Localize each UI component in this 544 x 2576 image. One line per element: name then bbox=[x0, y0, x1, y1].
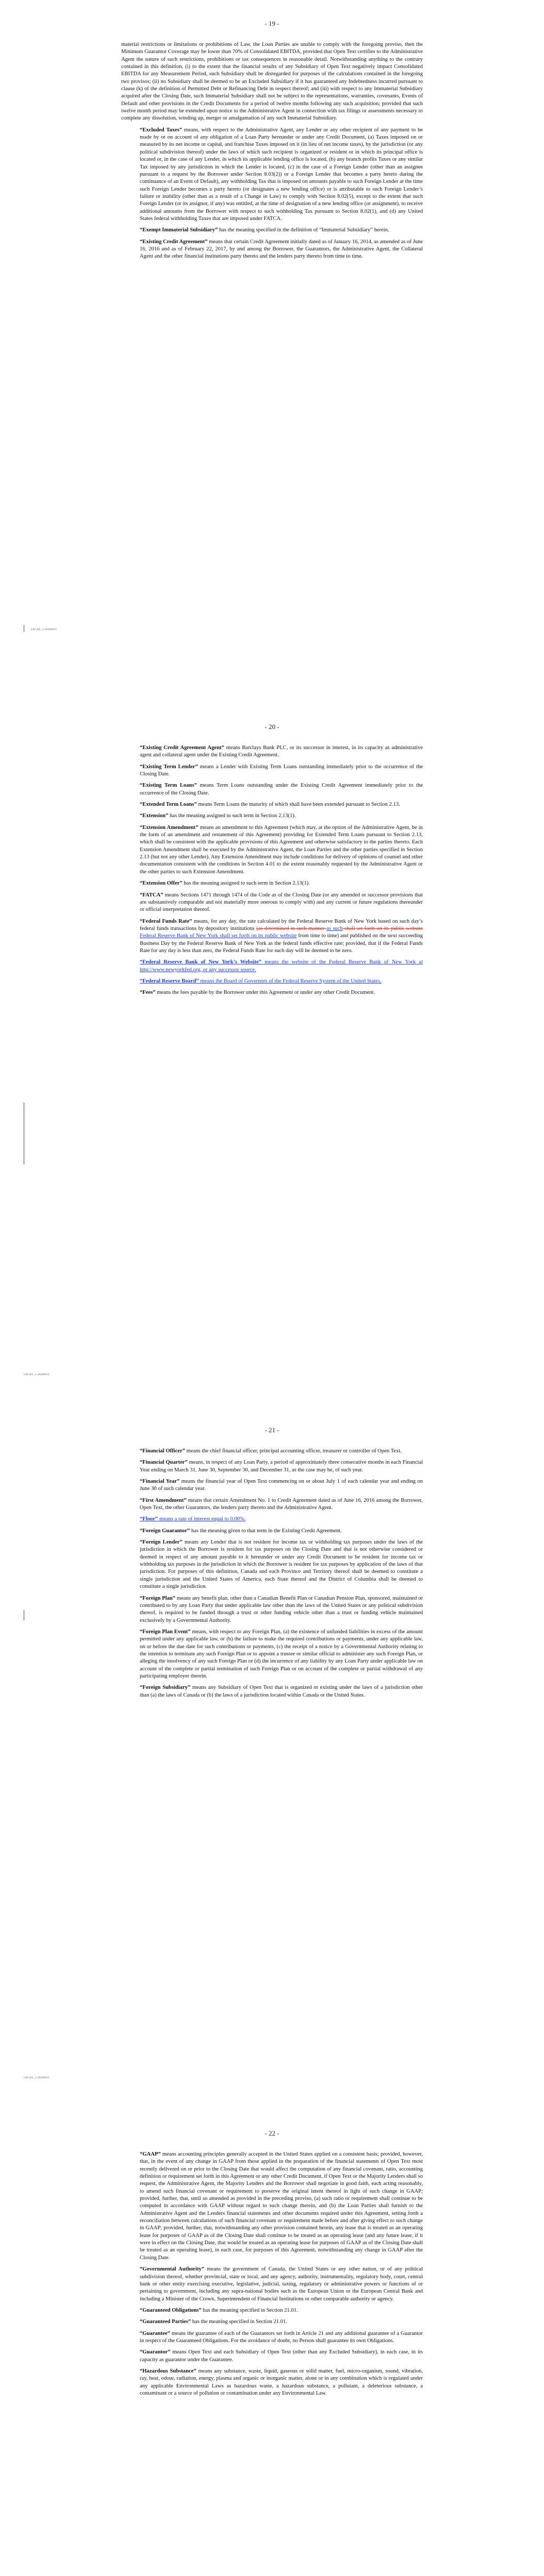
page-body bbox=[121, 744, 423, 1001]
definition-guarantee bbox=[121, 2330, 423, 2345]
definition-guaranteed-parties bbox=[121, 2318, 423, 2326]
defined-term: “Foreign Guarantor” bbox=[140, 1528, 190, 1534]
definition-text: means Term Loans outstanding under the Existing Credit Agreement immediately prior to the occurrence of the Closing Date. bbox=[140, 783, 423, 796]
defined-term: “Foreign Lender” bbox=[140, 1539, 183, 1546]
definition-guaranteed-obligations bbox=[121, 2307, 423, 2314]
page-number: - 22 - bbox=[265, 2129, 279, 2137]
defined-term: “Existing Term Loans” bbox=[140, 783, 197, 789]
defined-term: “Federal Funds Rate” bbox=[140, 918, 192, 924]
definition-text: means a Lender with Existing Term Loans outstanding immediately prior to the occurrence of the Closing Date. bbox=[140, 764, 423, 777]
defined-term: “Guarantor” bbox=[140, 2349, 171, 2355]
definition-federal-reserve-bank-website bbox=[121, 959, 423, 974]
defined-term: “Floor” bbox=[140, 1516, 158, 1522]
defined-term: “Existing Credit Agreement Agent” bbox=[140, 745, 224, 751]
definition-hazardous-substance bbox=[121, 2368, 423, 2397]
page-body bbox=[121, 2151, 423, 2401]
defined-term: “Fees” bbox=[140, 990, 156, 996]
definition-excluded-taxes bbox=[121, 127, 423, 223]
paragraph-text: material restrictions or limitations or prohibitions of Law, the Loan Parties are unable to comply with the foregoing proviso, then the Minimum Guarantor Coverage may be lower than 70% of Consolidated EBITDA, provided that Open Text certifies to the Administrative Agent the nature of such restrictions, prohibitions or tax consequences in reasonable detail. Notwithstanding anything to the contrary contained in this definition, (i) to the extent that the financial results of any Subsidiary of Open Text negatively impact Consolidated EBITDA for any Measurement Period, such Subsidiary shall be disregarded for purposes of the calculations contained in the foregoing two provisos; (ii) no Subsidiary shall be deemed to be an Excluded Subsidiary if it has guaranteed any Indebtedness incurred pursuant to clause (k) of the definition of Permitted Debt or Refinancing Debt in respect thereof; and (iii) with respect to any Immaterial Subsidiary acquired after the Closing Date, such Immaterial Subsidiary shall not be subject to the representations, warranties, covenants, Events of Default and other provisions in the Credit Documents for a period of twelve months following any such acquisition; provided that such twelve month period may be extended upon notice to the Administrative Agent in connection with tax filings or assessments necessary to complete any dissolution, winding up, merger or amalgamation of any such Immaterial Subsidiary. bbox=[121, 42, 423, 122]
defined-term: “Hazardous Substance” bbox=[140, 2368, 196, 2374]
defined-term: “Extension Offer” bbox=[140, 880, 183, 887]
page-body bbox=[121, 41, 423, 265]
defined-term: “Excluded Taxes” bbox=[140, 127, 183, 133]
defined-term: “First Amendment” bbox=[140, 1497, 187, 1503]
definition-text: means any benefit plan, other than a Canadian Benefit Plan or Canadian Pension Plan, sponsored, maintained or contributed to by any Loan Party that under applicable law other than the laws of the United States or any political subdivision thereof, is required to be funded through a trust or other funding vehicle other than a trust or funding vehicle maintained exclusively by a Governmental Authority. bbox=[140, 1595, 423, 1623]
definition-federal-reserve-board bbox=[121, 978, 423, 985]
definition-text: means an amendment to this Agreement (which may, at the option of the Administrative Agent, be in the form of an amendment and restatement of this Agreement) providing for Extended Term Loans pursuant to Section 2.13, which shall be consistent with the applicable provisions of this Agreement and otherwise satisfactory to the parties thereto. Each Extension Amendment shall be executed by the Administrative Agent, the Loan Parties and the other parties specified in Section 2.13 (but not any other Lender). Any Extension Amendment may include conditions for delivery of opinions of counsel and other documentation consistent with the conditions in Section 4.01 to the extent reasonably requested by the Administrative Agent or the other parties to such Extension Amendment. bbox=[140, 824, 423, 875]
definition-federal-funds-rate bbox=[121, 918, 423, 955]
defined-term: “Extension Amendment” bbox=[140, 824, 199, 831]
definition-text: means the chief financial officer, principal accounting officer, treasurer or controller of Open Text. bbox=[185, 1448, 402, 1454]
definition-extension-offer bbox=[121, 880, 423, 887]
definition-foreign-plan bbox=[121, 1595, 423, 1624]
defined-term: “Federal Reserve Bank of New York’s Website” bbox=[140, 959, 262, 965]
defined-term: “Federal Reserve Board” bbox=[140, 978, 199, 984]
definition-text: means the website of the Federal Reserve Bank of New York at http://www.newyorkfed.org, or any successor source. bbox=[140, 959, 423, 973]
definition-text: means the guarantee of each of the Guarantors set forth in Article 21 and any additional guarantee of a Guarantor in respect of the Guaranteed Obligations. For the avoidance of doubt, no Person shall guarantee its own Obligations. bbox=[140, 2330, 423, 2344]
definition-existing-credit-agreement-agent bbox=[121, 744, 423, 759]
definition-text: means any Lender that is not resident for income tax or withholding tax purposes under the laws of the jurisdiction in which the Borrower is resident for tax purposes on the Closing Date and that is not otherwise considered or deemed in respect of any amount payable to it hereunder or under any Credit Document to be resident for income tax or withholding tax purposes in the jurisdiction in which the Borrower is resident for tax purposes by application of the laws of that jurisdiction. For purposes of this definition, Canada and each Province and Territory thereof shall be deemed to constitute a single jurisdiction and the United States of America, each State thereof and the District of Columbia shall be deemed to constitute a single jurisdiction. bbox=[140, 1539, 423, 1590]
inserted-text: Federal Reserve Bank of New York shall set forth on its public website bbox=[140, 933, 297, 939]
definition-text: means, with respect to the Administrative Agent, any Lender or any other recipient of any payment to be made by or on account of any obligation of a Loan Party hereunder or under any Credit Document, (a) Taxes imposed on or measured by its net income or capital, and franchise Taxes imposed on it (in lieu of net income taxes), by the jurisdiction (or any political subdivision thereof) under the laws of which such recipient is organized or resident or in which its principal office is located or, in the case of any Lender, in which its applicable lending office is located, (b) any branch profits Taxes or any similar Tax imposed by any jurisdiction in which the Lender is located, (c) in the case of a Foreign Lender (other than an assignee pursuant to a request by the Borrower under Section 8.03(2)) or a Foreign Lender that becomes a party hereto during the continuance of an Event of Default), any withholding Tax that is imposed on amounts payable to such Foreign Lender at the time such Foreign Lender becomes a party hereto (or designates a new lending office) or is attributable to such Foreign Lender’s failure or inability (other than as a result of a Change in Law) to comply with Section 8.02(5), except to the extent that such Foreign Lender (or its assignor, if any) was entitled, at the time of designation of a new lending office (or assignment), to receive additional amounts from the Borrower with respect to such withholding Tax pursuant to Section 8.02(1), and (d) any United States federal withholding Taxes that are imposed under FATCA. bbox=[140, 127, 423, 222]
definition-text: means Sections 1471 through 1474 of the Code as of the Closing Date (or any amended or successor provisions that are substantively comparable and not materially more onerous to comply with) and any current or future regulations thereunder or official interpretation thereof. bbox=[140, 892, 423, 913]
defined-term: “Foreign Plan Event” bbox=[140, 1629, 191, 1635]
definition-text: means, in respect of any Loan Party, a period of approximately three consecutive months in each Financial Year ending on March 31, June 30, September 30, and December 31, as the case may be, of such year. bbox=[140, 1460, 423, 1473]
definition-gaap bbox=[121, 2151, 423, 2262]
definition-existing-term-loans bbox=[121, 782, 423, 797]
definition-text: means the fees payable by the Borrower under this Agreement or under any other Credit Document. bbox=[155, 990, 375, 996]
paragraph bbox=[121, 41, 423, 123]
defined-term: “Guarantee” bbox=[140, 2330, 170, 2336]
definition-financial-quarter bbox=[121, 1459, 423, 1474]
page-20 bbox=[0, 703, 544, 1406]
definition-text: means, with respect to any Foreign Plan, (a) the existence of unfunded liabilities in excess of the amount permitted under any applicable law, or (b) the failure to make the required contributions or payments, under any applicable law, on or before the due date for such contributions or payments, (c) the receipt of a notice by a Governmental Authority relating to the intention to terminate any such Foreign Plan or to appoint a trustee or similar official to administer any such Foreign Plan, or alleging the insolvency of any such Foreign Plan or (d) the incurrence of any liability by any Loan Party under applicable law on account of the complete or partial termination of such Foreign Plan or on account of the complete or partial withdrawal of any participating employer therein. bbox=[140, 1629, 423, 1679]
page-number: - 19 - bbox=[265, 20, 279, 27]
defined-term: “Foreign Plan” bbox=[140, 1595, 176, 1601]
definition-foreign-subsidiary bbox=[121, 1684, 423, 1699]
defined-term: “Governmental Authority” bbox=[140, 2266, 205, 2273]
defined-term: “Financial Quarter” bbox=[140, 1460, 188, 1466]
deleted-text: shall set forth on its public website bbox=[342, 925, 423, 931]
page-body bbox=[121, 1448, 423, 1703]
footer-document-id: LEGAL_1:40406651 bbox=[24, 1373, 50, 1376]
definition-financial-year bbox=[121, 1478, 423, 1493]
defined-term: “Existing Credit Agreement” bbox=[140, 239, 208, 245]
defined-term: “Foreign Subsidiary” bbox=[140, 1685, 191, 1691]
definition-text: has the meaning specified in the definition of “Immaterial Subsidiary” herein. bbox=[218, 227, 389, 233]
definition-text: means Barclays Bank PLC, or its successor in interest, in its capacity as administrative agent and collateral agent under the Existing Credit Agreement. bbox=[140, 745, 423, 758]
definition-foreign-plan-event bbox=[121, 1629, 423, 1680]
definition-text: has the meaning assigned to such term in Section 2.13(1). bbox=[182, 880, 310, 887]
definition-text: means the Board of Governors of the Federal Reserve System of the United States. bbox=[199, 978, 382, 984]
definition-guarantor bbox=[121, 2349, 423, 2364]
definition-fees bbox=[121, 989, 423, 996]
defined-term: “Exempt Immaterial Subsidiary” bbox=[140, 227, 218, 233]
definition-floor bbox=[121, 1516, 423, 1523]
definition-governmental-authority bbox=[121, 2266, 423, 2303]
defined-term: “Guaranteed Parties” bbox=[140, 2319, 191, 2325]
definition-text: from time to time) and published on the next succeeding Business Day by the Federal Reserve Bank of New York as the federal funds effective rate; provided, that if the Federal Funds Rate for any day is less than zero, the Federal Funds Rate for such day will be deemed to be zero. bbox=[140, 933, 423, 954]
definition-first-amendment bbox=[121, 1497, 423, 1512]
definition-exempt-immaterial-subsidiary bbox=[121, 227, 423, 234]
defined-term: “Guaranteed Obligations” bbox=[140, 2307, 202, 2313]
definition-foreign-guarantor bbox=[121, 1528, 423, 1535]
inserted-text: as such bbox=[326, 925, 343, 931]
defined-term: “Financial Year” bbox=[140, 1479, 180, 1485]
defined-term: “Existing Term Lender” bbox=[140, 764, 198, 770]
definition-text: means the financial year of Open Text commencing on or about July 1 of each calendar year and ending on June 30 of such calendar year. bbox=[140, 1479, 423, 1492]
definition-financial-officer bbox=[121, 1448, 423, 1455]
defined-term: “Financial Officer” bbox=[140, 1448, 185, 1454]
defined-term: “Extension” bbox=[140, 813, 169, 819]
defined-term: “GAAP” bbox=[140, 2151, 161, 2157]
deleted-text: (as determined in such manner bbox=[256, 925, 327, 931]
definition-text: means Term Loans the maturity of which shall have been extended pursuant to Section 2.13. bbox=[196, 802, 400, 808]
definition-fatca bbox=[121, 892, 423, 914]
definition-text: has the meaning specified in Section 21.01. bbox=[201, 2307, 298, 2313]
definition-extension-amendment bbox=[121, 824, 423, 876]
definition-text: means that certain Credit Agreement initially dated as of January 16, 2014, as amended as of June 16, 2016 and as of February 22, 2017, by and among the Borrower, the Guarantors, the Administrative Agent, the Collateral Agent and the other financial institutions party thereto and the lenders party thereto from time to time. bbox=[140, 239, 423, 260]
definition-text: has the meaning given to that term in the Existing Credit Agreement. bbox=[190, 1528, 342, 1534]
footer-document-id: LEGAL_1:40406651 bbox=[31, 628, 57, 631]
definition-existing-term-lender bbox=[121, 764, 423, 778]
defined-term: “FATCA” bbox=[140, 892, 163, 898]
definition-existing-credit-agreement bbox=[121, 239, 423, 261]
definition-text: means accounting principles generally accepted in the United States applied on a consistent basis; provided, however, that, in the event of any change in GAAP from those applied in the preparation of the financial statements of Open Text most recently delivered on or prior to the Closing Date that would affect the computation of any financial covenant, ratio, accounting definition or requirement set forth in this Agreement or any other Credit Document, if Open Text or the Majority Lenders shall so request, the Administrative Agent, the Majority Lenders and the Borrower shall negotiate in good faith, each acting reasonably, to amend such financial covenant or requirement to preserve the original intent thereof in light of such change in GAAP; provided, further, that, until so amended as provided in the preceding proviso, (a) such ratio or requirement shall continue to be computed in accordance with GAAP without regard to such change therein, and (b) the Loan Parties shall furnish to the Administrative Agent and the Lenders financial statements and other documents required under this Agreement, setting forth a reconciliation between calculations of such financial covenant or requirement made before and after giving effect to such change in GAAP; provided, further, that, notwithstanding any other provision contained herein, any lease that is treated as an operating lease for purposes of GAAP as of the Closing Date shall continue to be treated as an operating lease (and any future lease, if it were in effect on the Closing Date, that would be treated as an operating lease for purposes of GAAP as of the Closing Date shall be treated as an operating lease), in each case, for purposes of this Agreement, notwithstanding any change in GAAP after the Closing Date. bbox=[140, 2151, 423, 2261]
page-number: - 21 - bbox=[265, 1426, 279, 1434]
defined-term: “Extended Term Loans” bbox=[140, 802, 197, 808]
page-22 bbox=[0, 2110, 544, 2576]
definition-text: means, for any day, the rate calculated by the Federal Reserve Bank of New York based on such day’s federal funds transactions by depository institutions bbox=[140, 918, 423, 931]
footer-document-id: LEGAL_1:40406651 bbox=[24, 2076, 50, 2079]
definition-extended-term-loans bbox=[121, 801, 423, 808]
definition-text: means a rate of interest equal to 0.00%. bbox=[158, 1516, 246, 1522]
definition-text: means any substance, waste, liquid, gaseous or solid matter, fuel, micro-organism, sound, vibration, ray, heat, odour, radiation, energy, plasma and organic or inorganic matter, alone or in any combination which is regulated under any applicable Environmental Laws as hazardous waste, a hazardous substance, a pollutant, a deleterious substance, a contaminant or a source of pollution or contamination under any Environmental Law. bbox=[140, 2368, 423, 2396]
page-21 bbox=[0, 1406, 544, 2110]
definition-text: means Open Text and each Subsidiary of Open Text (other than any Excluded Subsidiary), in each case, in its capacity as guarantor under the Guarantee. bbox=[140, 2349, 423, 2363]
page-number: - 20 - bbox=[265, 723, 279, 731]
definition-text: has the meaning specified in Section 21.01. bbox=[191, 2319, 287, 2325]
definition-text: means that certain Amendment No. 1 to Credit Agreement dated as of June 16, 2016 among the Borrower, Open Text, the other Guarantors, the lenders party thereto and the Administrative Agent. bbox=[140, 1497, 423, 1511]
page-19 bbox=[0, 0, 544, 703]
definition-text: means any Subsidiary of Open Text that is organized or existing under the laws of a jurisdiction other than (a) the laws of Canada or (b) the laws of a jurisdiction located within Canada or the United States. bbox=[140, 1685, 423, 1698]
definition-foreign-lender bbox=[121, 1539, 423, 1590]
definition-extension bbox=[121, 812, 423, 820]
definition-text: means the government of Canada, the United States or any other nation, or of any political subdivision thereof, whether provincial, state or local, and any agency, authority, instrumentality, regulatory body, court, central bank or other entity exercising executive, legislative, judicial, taxing, regulatory or administrative powers or functions of or pertaining to government, including any supra-national bodies such as the European Union or the European Central Bank and including a Minister of the Crown, Superintendent of Financial Institutions or other comparable authority or agency. bbox=[140, 2266, 423, 2302]
definition-text: has the meaning assigned to such term in Section 2.13(1). bbox=[168, 813, 296, 819]
